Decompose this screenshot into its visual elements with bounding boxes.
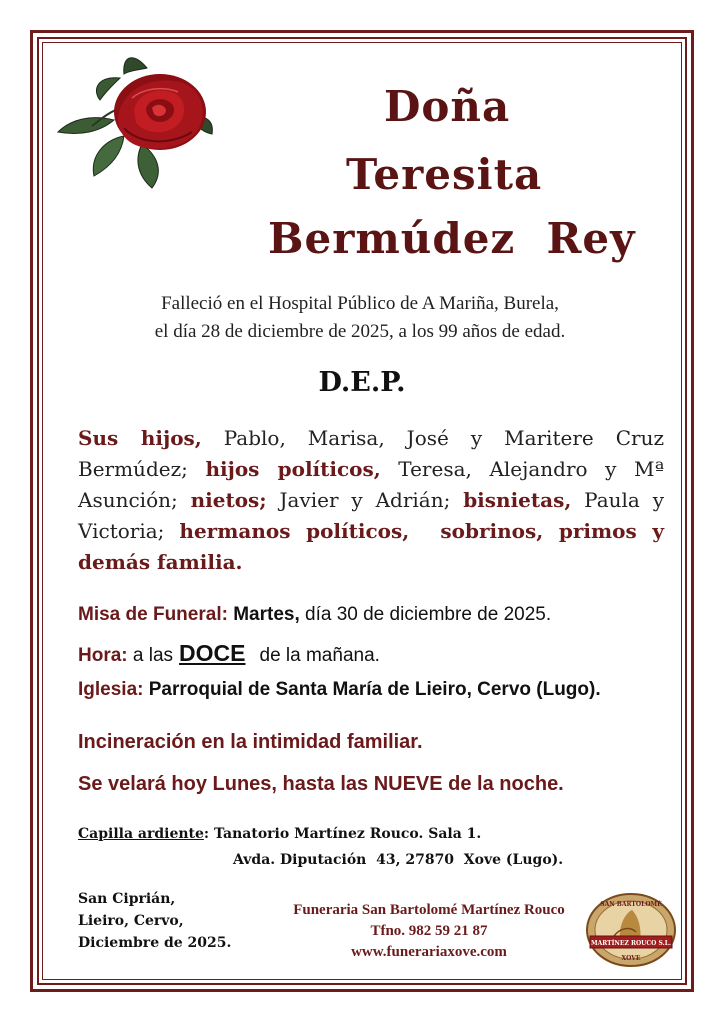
hora-pre: a las: [127, 645, 174, 666]
place-date-block: [78, 888, 231, 954]
iglesia-value: Parroquial de Santa María de Lieiro, Cervo (Lugo).: [143, 679, 601, 700]
funeraria-web: www.funerariaxove.com: [351, 944, 507, 960]
family-nietos-label: nietos;: [190, 488, 267, 512]
capilla-label: Capilla ardiente: [78, 826, 204, 842]
capilla-line-1: Tanatorio Martínez Rouco. Sala 1.: [209, 826, 482, 842]
rose-icon: [52, 48, 220, 190]
family-hijos-label: Sus hijos,: [78, 426, 202, 450]
capilla-block: [78, 821, 563, 873]
hora-label: Hora:: [78, 645, 128, 666]
death-notice: [80, 290, 640, 346]
funeraria-seal-logo: [584, 892, 678, 968]
death-line-1: Falleció en el Hospital Público de A Mariña, Burela,: [161, 293, 559, 314]
funeral-label: Misa de Funeral:: [78, 604, 228, 625]
seal-top-text: SAN BARTOLOMÉ: [600, 901, 662, 908]
name-line-2: Teresita: [346, 150, 543, 199]
name-line-3: Bermúdez Rey: [268, 214, 636, 263]
family-paragraph: [78, 423, 671, 578]
death-line-2: el día 28 de diciembre de 2025, a los 99 años de edad.: [154, 321, 566, 342]
name-line-1: Doña: [384, 82, 511, 131]
family-hijos-politicos-label: hijos políticos,: [205, 457, 381, 481]
funeraria-block: [270, 900, 588, 963]
family-hijos-names: Pablo, Marisa, José y Maritere Cruz Bermúdez;: [78, 426, 664, 481]
dep-heading: D.E.P.: [318, 367, 406, 398]
seal-banner-text: MARTÍNEZ ROUCO S.L.: [590, 940, 672, 947]
family-bisnietas-label: bisnietas,: [463, 488, 572, 512]
place-line-2: Lieiro, Cervo,: [78, 913, 184, 929]
family-nietos-names: Javier y Adrián;: [266, 488, 464, 512]
velatorio-text: Se velará hoy Lunes, hasta las NUEVE de la noche.: [78, 773, 564, 795]
incineracion-text: Incineración en la intimidad familiar.: [78, 731, 423, 753]
capilla-line-2: Avda. Diputación 43, 27870 Xove (Lugo).: [233, 852, 564, 868]
iglesia-label: Iglesia:: [78, 679, 144, 700]
funeraria-name: Funeraria San Bartolomé Martínez Rouco: [293, 902, 565, 918]
place-line-1: San Ciprián,: [78, 891, 176, 907]
seal-bottom-text: XOVE: [621, 955, 641, 962]
family-closing: hermanos políticos, sobrinos, primos y demás familia.: [78, 519, 671, 574]
hora-post: de la mañana.: [259, 645, 380, 666]
funeral-day: Martes,: [233, 604, 300, 625]
hora-time: DOCE: [179, 640, 246, 666]
iglesia-row: [78, 679, 601, 701]
family-bisnietas-names: Paula y Victoria;: [78, 488, 665, 543]
funeral-row: [78, 604, 551, 626]
funeral-date: día 30 de diciembre de 2025.: [299, 604, 552, 625]
funeraria-phone: Tfno. 982 59 21 87: [370, 923, 488, 939]
family-hijos-politicos-names: Teresa, Alejandro y Mª Asunción;: [78, 457, 664, 512]
capilla-colon: :: [203, 826, 210, 842]
place-line-3: Diciembre de 2025.: [78, 935, 232, 951]
hora-row: [78, 640, 380, 667]
